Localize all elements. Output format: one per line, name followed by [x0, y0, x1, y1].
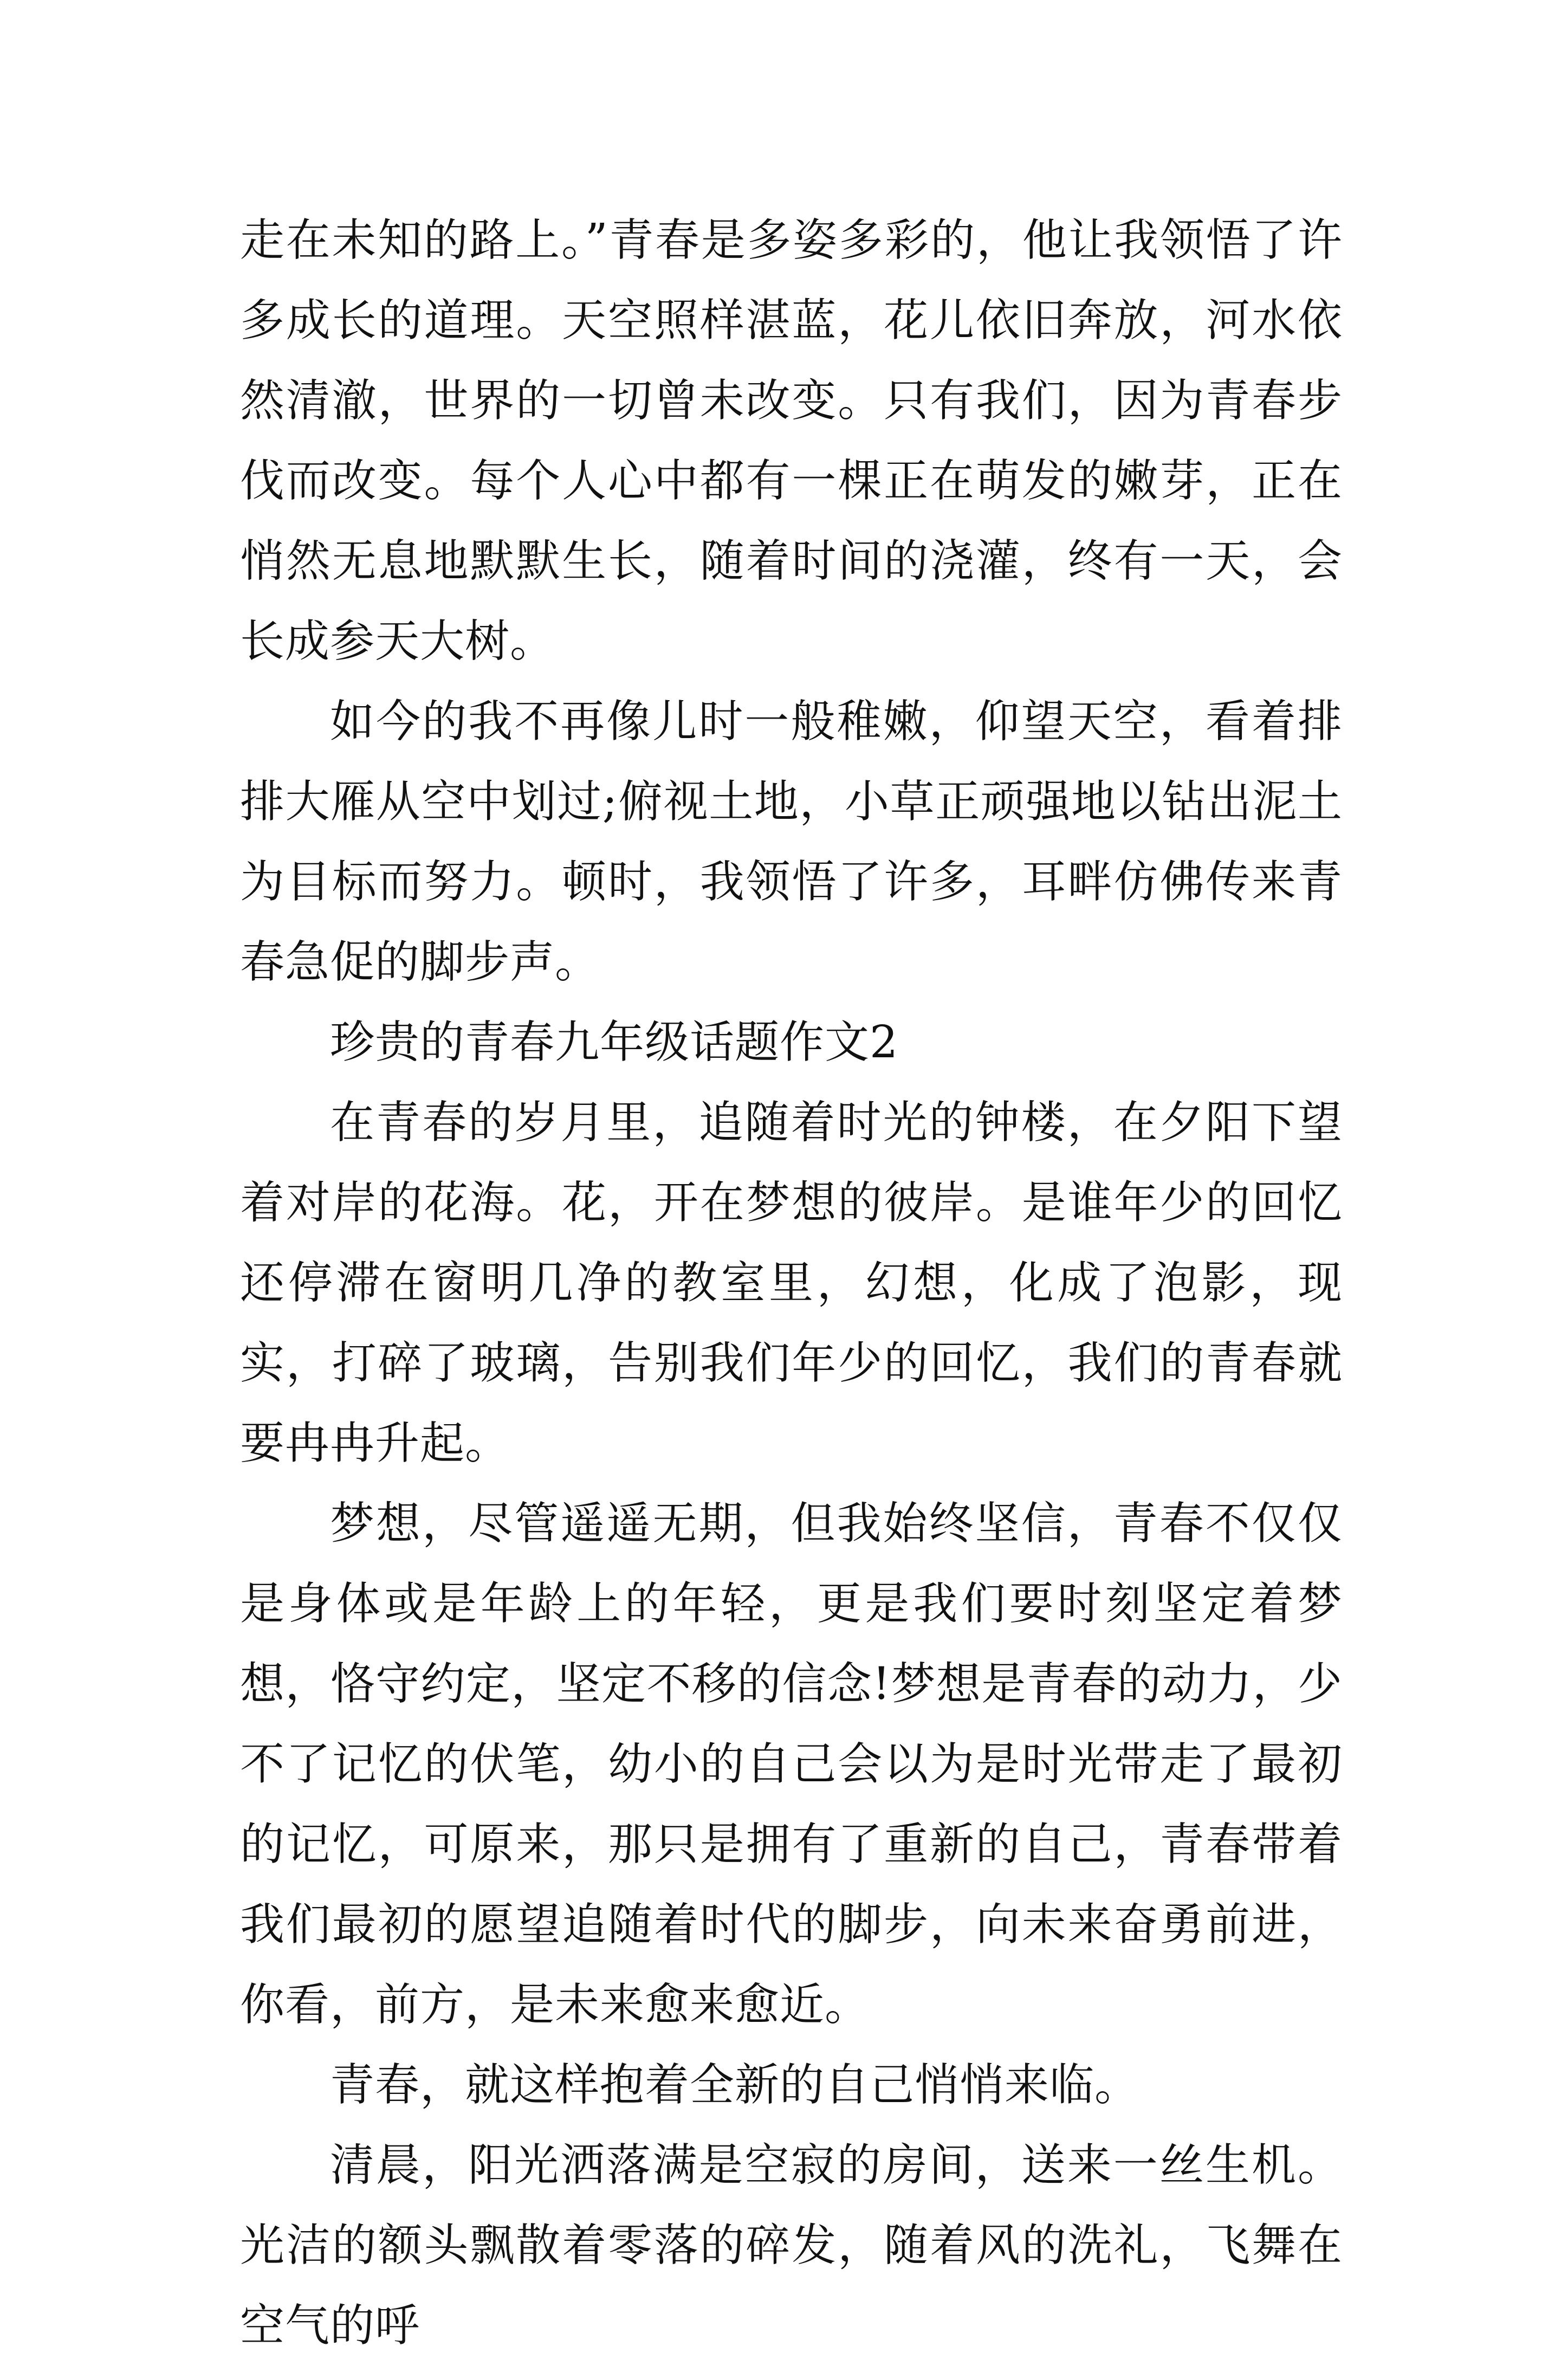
- paragraph-youth-years: 在青春的岁月里，追随着时光的钟楼，在夕阳下望着对岸的花海。花，开在梦想的彼岸。是谁年少的回忆还停滞在窗明几净的教室里，幻想，化成了泡影，现实，打碎了玻璃，告别我们年少的回忆，我们的青春就要冉冉升起。: [240, 1097, 1343, 1469]
- essay-title: 珍贵的青春九年级话题作文2: [330, 1017, 899, 1068]
- paragraph-continuation: 走在未知的路上。”青春是多姿多彩的，他让我领悟了许多成长的道理。天空照样湛蓝，花儿依旧奔放，河水依然清澈，世界的一切曾未改变。只有我们，因为青春步伐而改变。每个人心中都有一棵正在萌发的嫩芽，正在悄然无息地默默生长，随着时间的浇灌，终有一天，会长成参天大树。: [240, 215, 1343, 667]
- paragraph-youth-arrives: 青春，就这样抱着全新的自己悄悄来临。: [330, 2059, 1140, 2111]
- paragraph-morning: 清晨，阳光洒落满是空寂的房间，送来一丝生机。光洁的额头飘散着零落的碎发，随着风的洗礼，飞舞在空气的呼: [240, 2139, 1343, 2351]
- paragraph-dreams: 梦想，尽管遥遥无期，但我始终坚信，青春不仅仅是身体或是年龄上的年轻，更是我们要时刻坚定着梦想，恪守约定，坚定不移的信念!梦想是青春的动力，少不了记忆的伏笔，幼小的自己会以为是时光带走了最初的记忆，可原来，那只是拥有了重新的自己，青春带着我们最初的愿望追随着时代的脚步，向未来奋勇前进，你看，前方，是未来愈来愈近。: [240, 1498, 1343, 2031]
- document-body: [240, 201, 1343, 2366]
- paragraph-growing-up: 如今的我不再像儿时一般稚嫩，仰望天空，看着排排大雁从空中划过;俯视土地，小草正顽强地以钻出泥土为目标而努力。顿时，我领悟了许多，耳畔仿佛传来青春急促的脚步声。: [240, 696, 1343, 988]
